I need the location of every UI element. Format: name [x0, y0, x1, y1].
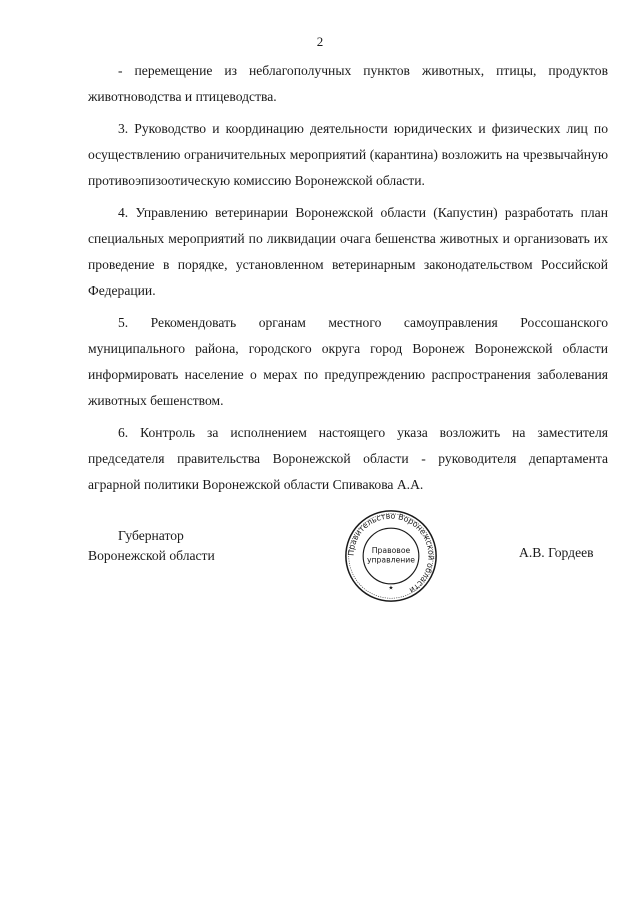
official-stamp	[343, 508, 439, 604]
decree-body	[88, 58, 608, 504]
signer-name: А.В. Гордеев	[519, 545, 594, 560]
paragraph: 3. Руководство и координацию деятельности юридических и физических лиц по осуществлению ограничительных мероприятий (карантина) возложить на чрезвычайную противоэпизоотическую комиссию Воронежской области.	[88, 121, 608, 188]
stamp-inner-line1: Правовое	[371, 546, 411, 556]
signature-title-line2: Воронежской области	[88, 548, 215, 563]
stamp-outer-text: Правительство Воронежской области	[346, 511, 436, 595]
paragraph: 5. Рекомендовать органам местного самоуправления Россошанского муниципального района, городского округа город Воронеж Воронежской области информировать население о мерах по предупреждению распространения заболевания животных бешенством.	[88, 315, 608, 408]
star-icon: ★	[388, 585, 394, 592]
stamp-inner-line2: управление	[367, 555, 415, 565]
paragraph: 6. Контроль за исполнением настоящего указа возложить на заместителя председателя правительства Воронежской области - руководителя департамента аграрной политики Воронежской области Спивакова А.А.	[88, 425, 608, 492]
signature-title-line1: Губернатор	[118, 528, 184, 543]
page-number: 2	[316, 34, 324, 49]
paragraph: 4. Управлению ветеринарии Воронежской области (Капустин) разработать план специальных мероприятий по ликвидации очага бешенства животных и организовать их проведение в порядке, установленном ветеринарным законодательством Российской Федерации.	[88, 205, 608, 298]
signature-title	[88, 526, 215, 566]
paragraph: - перемещение из неблагополучных пунктов животных, птицы, продуктов животноводства и птицеводства.	[88, 63, 608, 104]
